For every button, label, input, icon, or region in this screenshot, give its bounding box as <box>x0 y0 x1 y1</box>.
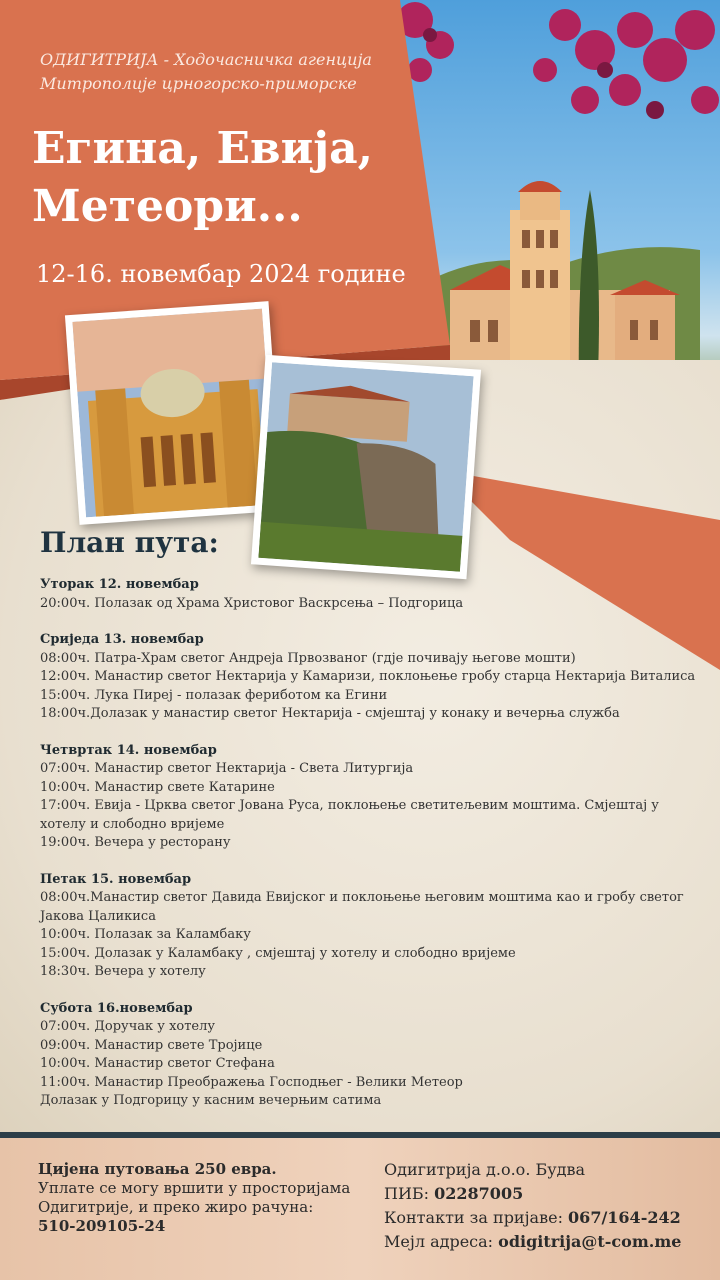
page-title <box>32 120 412 236</box>
agency-line-2: Митрополије црногорско-приморске <box>40 74 357 93</box>
contact-row <box>384 1206 714 1230</box>
bougainvillea-flowers <box>395 0 720 150</box>
day-block <box>40 871 700 982</box>
email-link[interactable]: odigitrija@t-com.me <box>498 1232 682 1251</box>
day-title: Уторак 12. новембар <box>40 577 199 592</box>
itinerary-item: 08:00ч.Манастир светог Давида Евијског и поклоњење његовим моштима као и гробу светог Јакова Цаликиса <box>40 890 684 924</box>
day-block <box>40 631 700 724</box>
contact-label: Контакти за пријаве: <box>384 1208 569 1227</box>
title-line-2: Метеори... <box>32 181 303 232</box>
day-title: Субота 16.новембар <box>40 1000 193 1016</box>
itinerary-item: 19:00ч. Вечера у ресторану <box>40 835 231 850</box>
itinerary-item: Долазак у Подгорицу у касним вечерњим сатима <box>40 1093 382 1108</box>
day-block <box>40 742 700 853</box>
contact-phone[interactable]: 067/164-242 <box>568 1208 681 1227</box>
day-title: Сриједа 13. новембар <box>40 632 204 647</box>
itinerary-item: 15:00ч. Долазак у Каламбаку , смјештај у хотелу и слободно вријеме <box>40 945 516 961</box>
agency-line-1: ОДИГИТРИЈА - Ходочасничка агенција <box>40 50 372 69</box>
price-info <box>38 1160 368 1236</box>
day-block <box>40 576 700 613</box>
itinerary-item: 18:30ч. Вечера у хотелу <box>40 964 206 979</box>
itinerary-item: 18:00ч.Долазак у манастир светог Нектарија - смјештај у конаку и вечерња служба <box>40 706 620 721</box>
itinerary-item: 15:00ч. Лука Пиреј - полазак фериботом ка Егини <box>40 687 388 703</box>
itinerary-item: 20:00ч. Полазак од Храма Христовог Васкрсења – Подгорица <box>40 595 464 611</box>
itinerary-item: 10:00ч. Полазак за Каламбаку <box>40 927 251 942</box>
itinerary-item: 11:00ч. Манастир Преображења Господњег - Велики Метеор <box>40 1074 463 1090</box>
pib-value: 02287005 <box>434 1184 524 1203</box>
price: Цијена путовања 250 евра. <box>38 1160 277 1178</box>
itinerary-item: 08:00ч. Патра-Храм светог Андреја Првозваног (гдје почивају његове мошти) <box>40 650 576 666</box>
pib-row <box>384 1182 714 1206</box>
day-block <box>40 1000 700 1111</box>
itinerary-title: План пута: <box>40 526 219 559</box>
agency-name <box>40 48 420 96</box>
itinerary-item: 17:00ч. Евија - Црква светог Јована Руса, поклоњење светитељевим моштима. Смјештај у хотелу и слободно вријеме <box>40 798 659 832</box>
itinerary-item: 07:00ч. Доручак у хотелу <box>40 1019 216 1034</box>
email-row <box>384 1230 714 1254</box>
pib-label: ПИБ: <box>384 1184 435 1203</box>
title-line-1: Егина, Евија, <box>32 123 373 174</box>
itinerary-item: 10:00ч. Манастир свете Катарине <box>40 779 275 795</box>
day-title: Четвртак 14. новембар <box>40 742 217 758</box>
payment-line-1: Уплате се могу вршити у просторијама <box>38 1179 351 1197</box>
email-label: Мејл адреса: <box>384 1232 499 1251</box>
trip-dates: 12-16. новембар 2024 године <box>36 260 406 288</box>
payment-line-2: Одигитрије, и преко жиро рачуна: <box>38 1198 314 1216</box>
contact-info <box>384 1158 714 1254</box>
itinerary-item: 07:00ч. Манастир светог Нектарија - Света Литургија <box>40 761 414 776</box>
day-title: Петак 15. новембар <box>40 871 192 887</box>
photo-cathedral <box>65 301 283 525</box>
bank-account: 510-209105-24 <box>38 1217 166 1235</box>
itinerary-item: 09:00ч. Манастир свете Тројице <box>40 1037 263 1053</box>
itinerary-item: 10:00ч. Манастир светог Стефана <box>40 1056 275 1071</box>
itinerary <box>40 576 700 1129</box>
photo-meteora <box>251 355 481 580</box>
company-name: Одигитрија д.о.о. Будва <box>384 1160 586 1179</box>
itinerary-item: 12:00ч. Манастир светог Нектарија у Камаризи, поклоњење гробу старца Нектарија Виталиса <box>40 669 696 684</box>
